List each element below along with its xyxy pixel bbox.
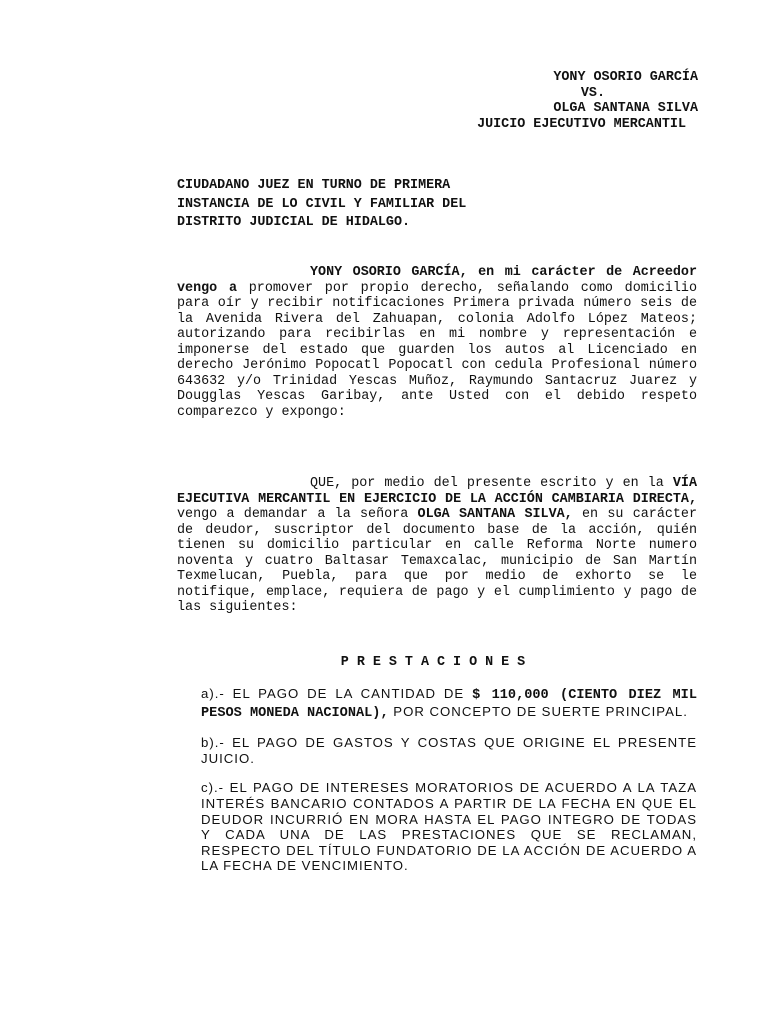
- plaintiff-name: YONY OSORIO GARCÍA: [553, 70, 698, 85]
- petition-text-1: QUE, por medio del presente escrito y en la: [310, 476, 673, 491]
- petition-text-3: en su carácter de deudor, suscriptor del documento base de la acción, quién tienen su domicilio particular en calle Reforma Norte numero noventa y cuatro Baltasar Temaxcalac, municipio de San Martín Texmelucan, Puebla, para que por medio de exhorto se le notifique, emplace, requiera de pago y el cumplimiento y pago de las siguientes:: [177, 507, 697, 615]
- claim-a-text: a).- EL PAGO DE LA CANTIDAD DE: [201, 686, 473, 701]
- prestaciones-heading: PRESTACIONES: [340, 655, 534, 670]
- intro-text: promover por propio derecho, señalando como domicilio para oír y recibir notificaciones Primera privada número seis de la Avenida Rivera del Zahuapan, colonia Adolfo López Mateos; autorizando para recibirlas en mi nombre y representación e imponerse del estado que guarden los autos al Licenciado en derecho Jerónimo Popocatl Popocatl con cedula Profesional número 643632 y/o Trinidad Yescas Muñoz, Raymundo Santacruz Juarez y Dougglas Yescas Garibay, ante Usted con el debido respeto comparezco y expongo:: [177, 280, 697, 420]
- claim-c: c).- EL PAGO DE INTERESES MORATORIOS DE ACUERDO A LA TAZA INTERÉS BANCARIO CONTADOS A PARTIR DE LA FECHA EN QUE EL DEUDOR INCURRIÓ EN MORA HASTA EL PAGO INTEGRO DE TODAS Y CADA UNA DE LAS PRESTACIONES QUE SE RECLAMAN, RESPECTO DEL TÍTULO FUNDATORIO DE LA ACCIÓN DE ACUERDO A LA FECHA DE VENCIMIENTO.: [201, 780, 697, 874]
- claim-a-amount: $ 110,000 (CIENTO DIEZ MIL PESOS MONEDA NACIONAL),: [201, 688, 697, 721]
- claim-a: [201, 686, 697, 721]
- case-type: JUICIO EJECUTIVO MERCANTIL: [477, 116, 686, 132]
- claim-a-concept: POR CONCEPTO DE SUERTE PRINCIPAL.: [388, 703, 688, 719]
- case-caption: [358, 70, 698, 132]
- petition-defendant: OLGA SANTANA SILVA,: [417, 507, 573, 522]
- versus-label: VS.: [580, 85, 605, 101]
- claims-list: [201, 686, 697, 888]
- intro-party: YONY OSORIO GARCÍA, en mi carácter de Acreedor vengo a: [177, 265, 697, 296]
- intro-paragraph: [177, 265, 697, 420]
- petition-text-2: vengo a demandar a la señora: [177, 507, 418, 522]
- defendant-name: OLGA SANTANA SILVA: [553, 101, 698, 116]
- petition-action: VÍA EJECUTIVA MERCANTIL EN EJERCICIO DE LA ACCIÓN CAMBIARIA DIRECTA,: [177, 476, 697, 507]
- claim-b: b).- EL PAGO DE GASTOS Y COSTAS QUE ORIGINE EL PRESENTE JUICIO.: [201, 735, 697, 766]
- addressee-block: CIUDADANO JUEZ EN TURNO DE PRIMERA INSTANCIA DE LO CIVIL Y FAMILIAR DEL DISTRITO JUDICIAL DE HIDALGO.: [177, 178, 467, 230]
- petition-paragraph: [177, 476, 697, 616]
